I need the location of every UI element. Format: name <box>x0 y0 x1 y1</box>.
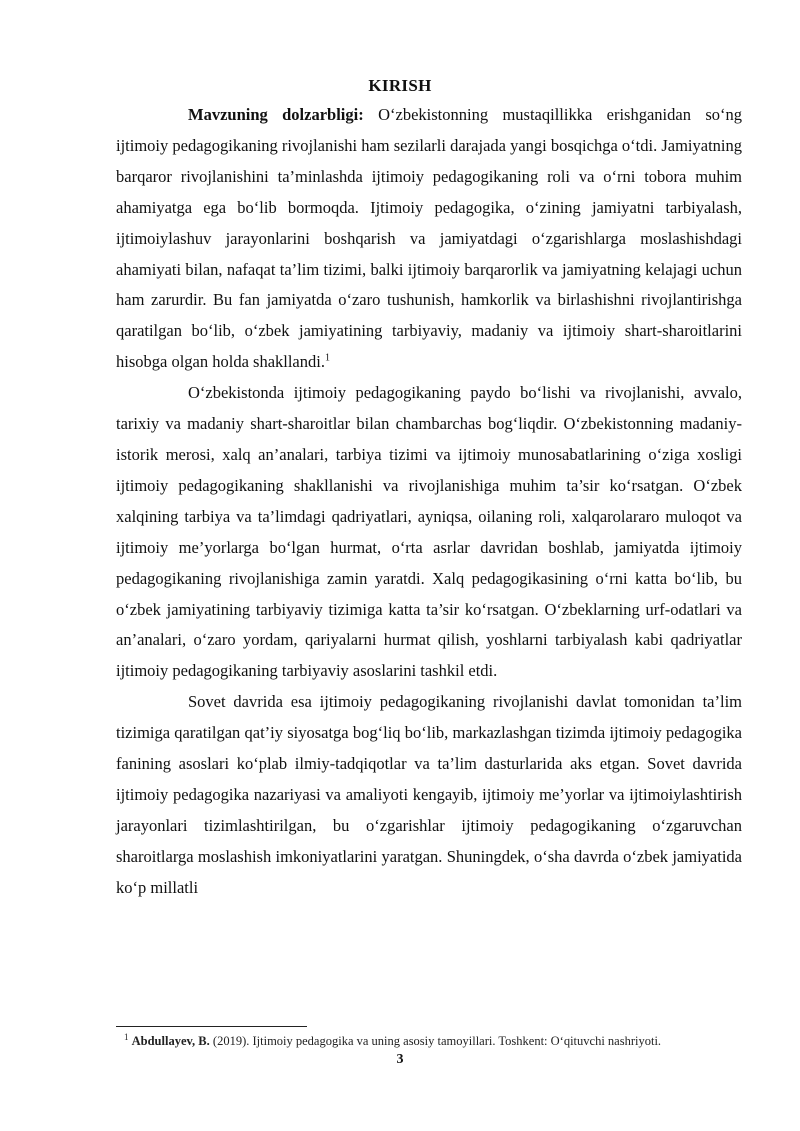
paragraph-relevance <box>116 100 742 378</box>
footnote-author: Abdullayev, B. <box>131 1034 210 1048</box>
body-text <box>116 100 742 904</box>
page-number: 3 <box>396 1052 404 1067</box>
footnote-text: (2019). Ijtimoiy pedagogika va uning asosiy tamoyillari. Toshkent: O‘qituvchi nashriyoti. <box>209 1034 662 1048</box>
footnote-reference[interactable]: 1 <box>324 352 330 364</box>
paragraph-soviet-period: Sovet davrida esa ijtimoiy pedagogikaning rivojlanishi davlat tomonidan ta’lim tizimiga qaratilgan qat’iy siyosatga bog‘liq bo‘lib, markazlashgan tizimda ijtimoiy pedagogika fanining asoslari ko‘plab ilmiy-tadqiqotlar va ta’lim dasturlarida aks etgan. Sovet davrida ijtimoiy pedagogika nazariyasi va amaliyoti kengayib, ijtimoiy me’yorlar va ijtimoiylashtirish jarayonlari tizimlashtirilgan, bu o‘zgarishlar ijtimoiy pedagogikaning o‘zgaruvchan sharoitlarga moslashish imkoniyatlarini yaratgan. Shuningdek, o‘sha davrda o‘zbek jamiyatida ko‘p millatli <box>116 692 742 897</box>
paragraph-relevance-text: O‘zbekistonning mustaqillikka erishganidan so‘ng ijtimoiy pedagogikaning rivojlanishi ham sezilarli darajada yangi bosqichga o‘tdi. Jamiyatning barqaror rivojlanishini ta’minlashda ijtimoiy pedagogikaning roli va o‘rni tobora muhim ahamiyatga ega bo‘lib bormoqda. Ijtimoiy pedagogika, o‘zining jamiyatni tarbiyalash, ijtimoiylashuv jarayonlarini boshqarish va jamiyatdagi o‘zgarishlarga moslashishdagi ahamiyati bilan, nafaqat ta’lim tizimi, balki ijtimoiy barqarorlik va jamiyatning kelajagi uchun ham zarurdir. Bu fan jamiyatda o‘zaro tushunish, hamkorlik va birlashishni rivojlantirishga qaratilgan bo‘lib, o‘zbek jamiyatining tarbiyaviy, madaniy va ijtimoiy shart-sharoitlarini hisobga olgan holda shakllandi. <box>116 105 742 372</box>
footnote <box>116 1033 742 1049</box>
footnote-separator <box>116 1026 307 1027</box>
relevance-label: Mavzuning dolzarbligi: <box>188 105 364 124</box>
footnote-mark: 1 <box>124 1031 129 1042</box>
paragraph-origins: O‘zbekistonda ijtimoiy pedagogikaning paydo bo‘lishi va rivojlanishi, avvalo, tarixiy va madaniy shart-sharoitlar bilan chambarchas bog‘liqdir. O‘zbekistonning madaniy-istorik merosi, xalq an’analari, tarbiya tizimi va ijtimoiy munosabatlarining o‘ziga xosligi ijtimoiy pedagogikaning shakllanishi va rivojlanishiga muhim ta’sir ko‘rsatgan. O‘zbek xalqining tarbiya va ta’limdagi qadriyatlari, ayniqsa, oilaning roli, xalqarolararo muloqot va ijtimoiy me’yorlarga bo‘lgan hurmat, o‘rta asrlar davridan boshlab, jamiyatda ijtimoiy pedagogikaning rivojlanishiga zamin yaratdi. Xalq pedagogikasining o‘rni katta bo‘lib, bu o‘zbek jamiyatining tarbiyaviy tizimiga katta ta’sir ko‘rsatgan. O‘zbeklarning urf-odatlari va an’analari, o‘zaro yordam, qariyalarni hurmat qilish, yoshlarni tarbiyalash kabi qadriyatlar ijtimoiy pedagogikaning tarbiyaviy asoslarini tashkil etdi. <box>116 383 742 681</box>
section-heading: KIRISH <box>368 76 432 95</box>
